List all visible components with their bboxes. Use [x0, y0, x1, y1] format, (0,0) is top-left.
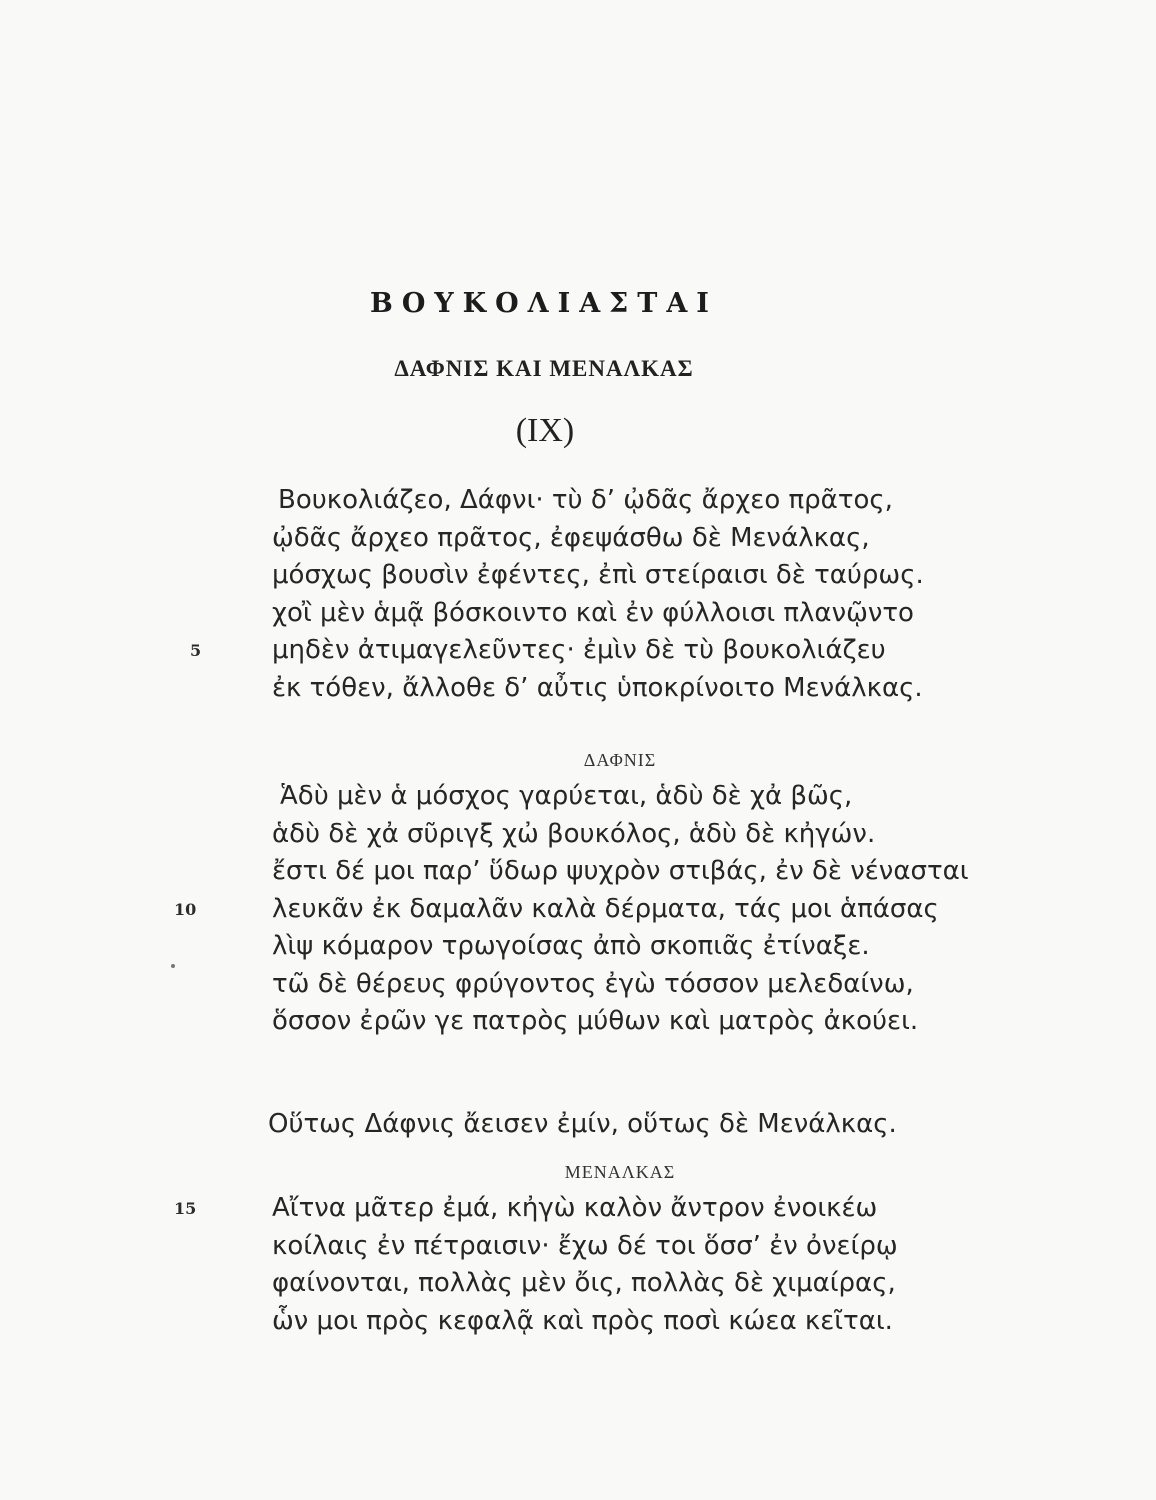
verse-text: λευκᾶν ἐκ δαμαλᾶν καλὰ δέρματα, τάς μοι ἁπάσας — [272, 893, 939, 924]
menalcas-stanza — [0, 1190, 1156, 1340]
poem-title: ΒΟΥΚΟΛΙΑΣΤΑΙ — [370, 288, 718, 319]
speaker-daphnis: ΔΑΦΝΙΣ — [583, 750, 657, 770]
verse-text: μόσχως βουσὶν ἐφέντες, ἐπὶ στείραισι δὲ ταύρως. — [272, 560, 924, 590]
verse-text: μηδὲν ἀτιμαγελεῦντες· ἐμὶν δὲ τὺ βουκολιάζευ — [272, 635, 886, 665]
verse-text: λὶψ κόμαρον τρωγοίσας ἀπὸ σκοπιᾶς ἐτίναξε. — [272, 931, 870, 961]
verse-line — [0, 482, 1156, 520]
verse-text: Βουκολιάζεο, Δάφνι· τὺ δ’ ᾠδᾶς ἄρχεο πρᾶτος, — [278, 485, 893, 515]
ink-speck — [171, 964, 175, 968]
poem-subtitle: ΔΑΦΝΙΣ ΚΑΙ ΜΕΝΑΛΚΑΣ — [394, 356, 694, 381]
transition-stanza — [0, 1106, 1156, 1144]
verse-text: ὧν μοι πρὸς κεφαλᾷ καὶ πρὸς ποσὶ κώεα κεῖται. — [272, 1305, 893, 1336]
verse-line — [0, 1265, 1156, 1303]
line-number: 5 — [190, 641, 202, 660]
verse-text: Αἴτνα μᾶτερ ἐμά, κἠγὼ καλὸν ἄντρον ἐνοικέω — [272, 1193, 878, 1223]
verse-line — [0, 632, 1156, 670]
verse-line — [0, 928, 1156, 966]
prologue-stanza — [0, 482, 1156, 707]
verse-text: ὅσσον ἐρῶν γε πατρὸς μύθων καὶ ματρὸς ἀκούει. — [272, 1006, 919, 1036]
verse-text: Ἁδὺ μὲν ἁ μόσχος γαρύεται, ἁδὺ δὲ χἀ βῶς, — [280, 781, 853, 811]
verse-text: Οὕτως Δάφνις ἄεισεν ἐμίν, οὕτως δὲ Μενάλκας. — [268, 1109, 897, 1139]
verse-text: ἁδὺ δὲ χἀ σῦριγξ χὠ βουκόλος, ἁδὺ δὲ κἠγών. — [272, 818, 876, 849]
verse-text: ἔστι δέ μοι παρ’ ὕδωρ ψυχρὸν στιβάς, ἐν δὲ νένασται — [272, 856, 969, 886]
verse-line — [0, 1106, 1156, 1144]
verse-line — [0, 816, 1156, 854]
line-number: 15 — [174, 1199, 197, 1218]
verse-line — [0, 520, 1156, 558]
verse-line — [0, 1303, 1156, 1341]
verse-text: φαίνονται, πολλὰς μὲν ὄις, πολλὰς δὲ χιμαίρας, — [272, 1268, 896, 1298]
verse-line — [0, 595, 1156, 633]
verse-text: κοίλαις ἐν πέτραισιν· ἔχω δέ τοι ὅσσ’ ἐν ὀνείρῳ — [272, 1230, 898, 1261]
verse-line — [0, 557, 1156, 595]
idyll-number: (IX) — [515, 412, 575, 449]
daphnis-stanza — [0, 778, 1156, 1041]
verse-text: ἐκ τόθεν, ἄλλοθε δ’ αὖτις ὑποκρίνοιτο Μενάλκας. — [272, 672, 923, 703]
verse-line — [0, 670, 1156, 708]
verse-text: τῶ δὲ θέρευς φρύγοντος ἐγὼ τόσσον μελεδαίνω, — [272, 968, 914, 999]
verse-line — [0, 778, 1156, 816]
verse-text: χοἲ μὲν ἁμᾷ βόσκοιντο καὶ ἐν φύλλοισι πλανῷντο — [272, 597, 914, 628]
verse-text: ᾠδᾶς ἄρχεο πρᾶτος, ἐφεψάσθω δὲ Μενάλκας, — [272, 522, 870, 553]
verse-line — [0, 966, 1156, 1004]
verse-line — [0, 891, 1156, 929]
verse-line — [0, 1190, 1156, 1228]
verse-line — [0, 1003, 1156, 1041]
speaker-menalcas: ΜΕΝΑΛΚΑΣ — [564, 1162, 676, 1182]
verse-line — [0, 1228, 1156, 1266]
line-number: 10 — [174, 899, 197, 919]
verse-line — [0, 853, 1156, 891]
